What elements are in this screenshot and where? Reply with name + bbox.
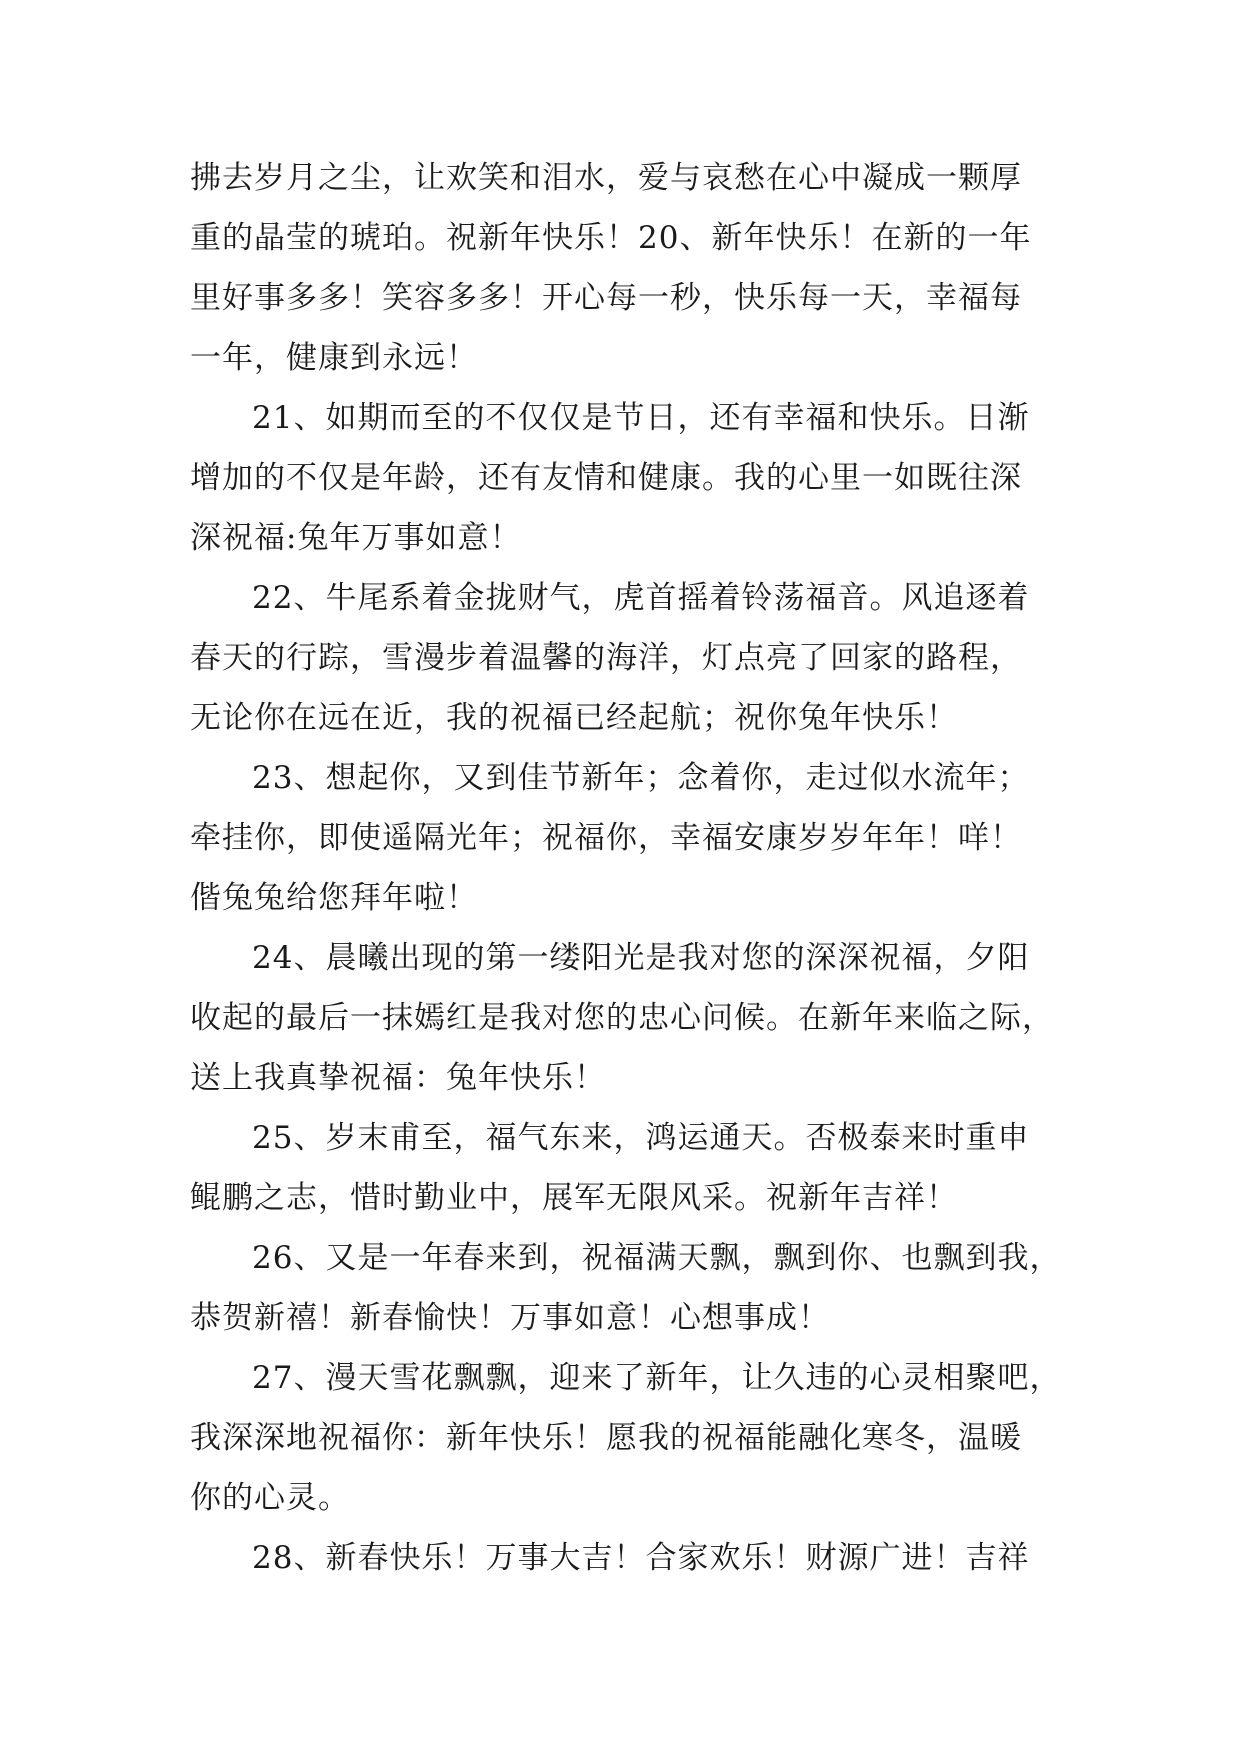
text-line: 偕兔兔给您拜年啦！ [190, 880, 478, 916]
text-line: 深祝福:兔年万事如意！ [190, 520, 522, 556]
document-body [190, 148, 1060, 1588]
text-line: 24、晨曦出现的第一缕阳光是我对您的深深祝福，夕阳 [252, 940, 1030, 976]
text-line: 27、漫天雪花飘飘，迎来了新年，让久违的心灵相聚吧， [252, 1360, 1062, 1396]
paragraph-continuation [190, 148, 1060, 388]
text-line: 无论你在远在近，我的祝福已经起航；祝你兔年快乐！ [190, 700, 958, 736]
paragraph-27 [190, 1348, 1060, 1528]
paragraph-28 [190, 1528, 1060, 1588]
paragraph-25 [190, 1108, 1060, 1228]
text-line: 28、新春快乐！万事大吉！合家欢乐！财源广进！吉祥 [252, 1540, 1030, 1576]
text-line: 拂去岁月之尘，让欢笑和泪水，爱与哀愁在心中凝成一颗厚 [190, 160, 1022, 196]
paragraph-26 [190, 1228, 1060, 1348]
paragraph-21 [190, 388, 1060, 568]
text-line: 21、如期而至的不仅仅是节日，还有幸福和快乐。日渐 [252, 400, 1030, 436]
text-line: 增加的不仅是年龄，还有友情和健康。我的心里一如既往深 [190, 460, 1022, 496]
text-line: 26、又是一年春来到，祝福满天飘，飘到你、也飘到我， [252, 1240, 1062, 1276]
text-line: 你的心灵。 [190, 1480, 350, 1516]
paragraph-22 [190, 568, 1060, 748]
text-line: 一年，健康到永远！ [190, 340, 478, 376]
text-line: 收起的最后一抹嫣红是我对您的忠心问候。在新年来临之际， [190, 1000, 1054, 1036]
text-line: 里好事多多！笑容多多！开心每一秒，快乐每一天，幸福每 [190, 280, 1022, 316]
text-line: 牵挂你，即使遥隔光年；祝福你，幸福安康岁岁年年！咩！ [190, 820, 1022, 856]
text-line: 春天的行踪，雪漫步着温馨的海洋，灯点亮了回家的路程， [190, 640, 1022, 676]
paragraph-23 [190, 748, 1060, 928]
text-line: 22、牛尾系着金拢财气，虎首摇着铃荡福音。风追逐着 [252, 580, 1030, 616]
text-line: 25、岁末甫至，福气东来，鸿运通天。否极泰来时重申 [252, 1120, 1030, 1156]
text-line: 恭贺新禧！新春愉快！万事如意！心想事成！ [190, 1300, 830, 1336]
text-line: 23、想起你，又到佳节新年；念着你，走过似水流年； [252, 760, 1030, 796]
text-line: 我深深地祝福你：新年快乐！愿我的祝福能融化寒冬，温暖 [190, 1420, 1022, 1456]
text-line: 鲲鹏之志，惜时勤业中，展军无限风采。祝新年吉祥！ [190, 1180, 958, 1216]
paragraph-24 [190, 928, 1060, 1108]
text-line: 重的晶莹的琥珀。祝新年快乐！20、新年快乐！在新的一年 [190, 220, 1032, 256]
text-line: 送上我真挚祝福：兔年快乐！ [190, 1060, 606, 1096]
